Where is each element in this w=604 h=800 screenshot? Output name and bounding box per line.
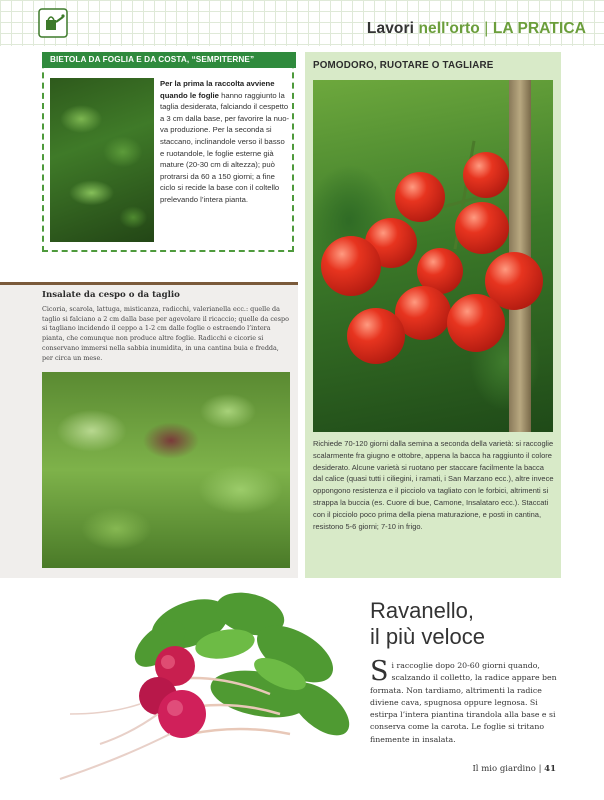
chard-photo bbox=[50, 78, 154, 242]
page-number: 41 bbox=[544, 764, 556, 774]
bietola-box bbox=[42, 52, 294, 252]
ravanello-text: i raccoglie dopo 20-60 giorni quando, scalzando il colletto, la radice appare ben formata. Non tardiamo, altrimenti la radice diviene cava, spugnosa oppure legnosa. Si estirpa l’intera piantina tirandola alla base e si conserva come la carota. Le foglie si tritano finemente in insalata. bbox=[370, 661, 557, 744]
section-label: Lavori bbox=[366, 20, 415, 37]
insalate-body: Cicoria, scarola, lattuga, misticanza, radicchi, valerianella ecc.: quelle da taglio si falciano a 2 cm dalla base per agevolare il ricaccio; quelle da cespo si tagliano incidendo il ceppo a 1-2 cm dalle foglie o estraendo l’intera pianta, che comunque non produce altre foglie. Radicchi e cicorie si conservano immersi nella sabbia inumidita, in una cantina buia e fredda, per circa un mese. bbox=[42, 305, 289, 362]
section-accent: nell'orto bbox=[418, 20, 480, 37]
tomato bbox=[463, 152, 509, 198]
bietola-body bbox=[160, 78, 290, 206]
pomodoro-title-text: POMODORO, RUOTARE O TAGLIARE bbox=[313, 60, 494, 71]
page-folio bbox=[472, 764, 556, 774]
tomato bbox=[447, 294, 505, 352]
radish-photo bbox=[40, 584, 360, 784]
insalate-divider bbox=[0, 282, 298, 285]
salad-photo bbox=[42, 372, 290, 568]
bietola-lead: Per la prima la raccolta avviene quando le foglie bbox=[160, 79, 275, 100]
running-head bbox=[367, 20, 586, 38]
tomato-photo bbox=[313, 80, 553, 432]
bietola-title: BIETOLA DA FOGLIA E DA COSTA, “SEMPITERNE” bbox=[42, 52, 296, 68]
magazine-name: Il mio giardino bbox=[472, 764, 536, 774]
watering-can-icon bbox=[38, 8, 68, 38]
pomodoro-title bbox=[313, 60, 494, 71]
folio-separator: | bbox=[538, 764, 542, 774]
ravanello-body bbox=[370, 656, 558, 746]
header-separator: | bbox=[484, 20, 489, 37]
dropcap: S bbox=[370, 656, 389, 687]
page-header bbox=[0, 0, 604, 46]
category-label: LA PRATICA bbox=[492, 20, 586, 37]
ravanello-title-line1: Ravanello, bbox=[370, 598, 474, 623]
insalate-title: Insalate da cespo o da taglio bbox=[42, 290, 180, 300]
ravanello-title-line2: il più veloce bbox=[370, 624, 485, 649]
pomodoro-body: Richiede 70-120 giorni dalla semina a seconda della varietà: si raccoglie scalarmente fra giugno e ottobre, appena la bacca ha raggiunto il colore desiderato. Alcune varietà si ruotano per staccare facilmente la bacca dal calice (quasi tutti i ciliegini, i ramati, i San Marzano ecc.), altre invece oppongono resistenza e il picciolo va tagliato con le forbici, altrimenti si strappa la buccia (es. Cuore di bue, Camone, Insalataro ecc.). Staccati con il picciolo poco prima della piena maturazione, e posti in cantina, resistono 5-6 giorni; 7-10 in frigo. bbox=[313, 439, 554, 531]
ravanello-title bbox=[370, 598, 485, 650]
tomato bbox=[347, 308, 405, 364]
tomato bbox=[455, 202, 509, 254]
bietola-text: hanno raggiunto la taglia desiderata, falciando il cespetto a 3 cm dalla base, per favorire la nuova produzione. Per la seconda si staccano, inclinandole verso il basso e ruotandole, le foglie esterne già mature (20-30 cm di altezza); può protrarsi da 60 a 150 giorni; a fine ciclo si recide la base con il coltello prelevando l’intera pianta. bbox=[160, 90, 290, 204]
tomato bbox=[395, 172, 445, 222]
tomato bbox=[321, 236, 381, 296]
